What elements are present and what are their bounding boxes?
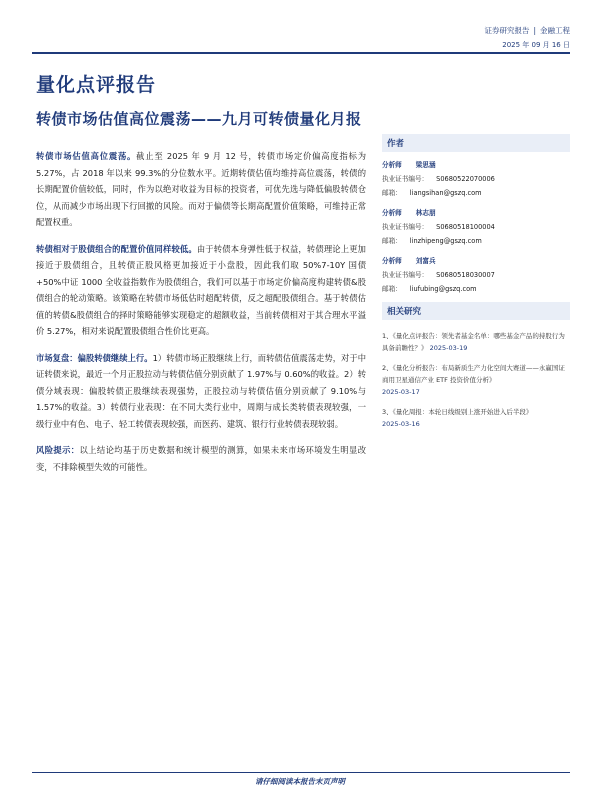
paragraph-text: 以上结论均基于历史数据和统计模型的测算，如果未来市场环境发生明显改变，不排除模型失效的可能性。 <box>36 445 366 472</box>
header-section: 金融工程 <box>540 26 570 35</box>
email-label: 邮箱： <box>382 285 402 293</box>
related-item[interactable] <box>382 330 570 354</box>
paragraph-text: 1）转债市场正股继续上行，而转债估值震荡走势，对于中证转债来说，最近一个月正股拉动与转债估值分别贡献了 1.97%与 0.60%的收益。2）转债分域表现：偏股转债正股继续表现强势，正股拉动与转债估值分别贡献了 9.10%与 1.57%的收益。3）转债行业表现：在不同大类行业中，周期与成长类转债表现较强，一级行业中有色、电子、轻工转债表现较强，而医药、建筑、银行行业转债表现较弱。 <box>36 352 366 429</box>
paragraph-text: 截止至 2025 年 9 月 12 号，转债市场定价偏高度指标为 5.27%，占 2018 年以来 99.3%的分位数水平。近期转债估值均维持高位震荡，转债的长期配置价值较低，同时，作为以绝对收益为目标的投资者，可优先选与降低偏股转债仓位，从而减少市场出现下行回撤的风险。而对于偏债等长期高配置价值策略，可维持正常配置权重。 <box>36 151 366 227</box>
header-rule <box>32 52 570 54</box>
footer-rule <box>32 772 570 773</box>
email-link[interactable]: liangsihan@gszq.com <box>409 189 482 197</box>
cert-number: S0680518100004 <box>436 223 495 231</box>
authors-heading: 作者 <box>382 134 570 152</box>
analyst-card <box>382 158 570 200</box>
paragraph-allocation <box>36 241 366 340</box>
cert-label: 执业证书编号： <box>382 223 429 231</box>
header-category: 证券研究报告 <box>484 26 530 35</box>
analyst-name: 林志朋 <box>415 209 436 217</box>
cert-label: 执业证书编号： <box>382 175 429 183</box>
report-date: 2025 年 09 月 16 日 <box>502 41 570 49</box>
related-title: 1、《量化点评报告：领先者基金名单：哪些基金产品的持股行为具备前瞻性？》 <box>382 332 565 352</box>
cert-label: 执业证书编号： <box>382 271 429 279</box>
analyst-role: 分析师 <box>382 209 402 217</box>
header-separator: | <box>533 26 536 35</box>
report-title: 转债市场估值高位震荡——九月可转债量化月报 <box>36 110 362 128</box>
paragraph-lead: 市场复盘：偏股转债继续上行。 <box>36 352 153 363</box>
analyst-role: 分析师 <box>382 161 402 169</box>
related-item[interactable] <box>382 406 570 430</box>
related-list <box>382 330 570 430</box>
email-label: 邮箱： <box>382 237 402 245</box>
analyst-name: 梁思涵 <box>415 161 436 169</box>
paragraph-review <box>36 350 366 433</box>
cert-number: S0680522070006 <box>436 175 495 183</box>
related-heading: 相关研究 <box>382 302 570 320</box>
paragraph-risk <box>36 442 366 475</box>
analyst-card <box>382 254 570 296</box>
report-type: 量化点评报告 <box>36 74 157 96</box>
paragraph-lead: 转债市场估值高位震荡。 <box>36 151 137 161</box>
related-date: 2025-03-16 <box>382 420 420 428</box>
sidebar <box>382 134 570 438</box>
main-body <box>36 148 366 485</box>
related-date: 2025-03-17 <box>382 388 420 396</box>
email-label: 邮箱： <box>382 189 402 197</box>
analyst-role: 分析师 <box>382 257 402 265</box>
paragraph-lead: 转债相对于股债组合的配置价值同样较低。 <box>36 243 197 254</box>
related-title: 2、《量化分析报告：布局新质生产力化空间大赛道——永赢国证商用卫星通信产业 ETF 投资价值分析》 <box>382 364 565 384</box>
paragraph-text: 由于转债本身弹性低于权益，转债理论上更加接近于股债组合，且转债正股风格更加接近于小盘股，因此我们取 50%7-10Y 国债+50%中证 1000 全收益指数作为股债组合，我们可以基于市场定价偏高度构建转债&股债组合的轮动策略。该策略在转债市场低估时超配转债，反之超配股债组合。基于转债估值的转债&股债组合的择时策略能够实现稳定的超额收益，当前转债相对于其合理水平溢价 5.27%，相对来说配置股债组合性价比更高。 <box>36 243 366 336</box>
paragraph-valuation <box>36 148 366 231</box>
related-title: 3、《量化周报：本轮日线级别上涨开始进入后半段》 <box>382 408 533 416</box>
paragraph-lead: 风险提示： <box>36 445 80 455</box>
email-link[interactable]: liufubing@gszq.com <box>409 285 477 293</box>
footer-disclaimer: 请仔细阅读本报告末页声明 <box>255 777 345 786</box>
related-date: 2025-03-19 <box>429 344 468 352</box>
cert-number: S0680518030007 <box>436 271 495 279</box>
analyst-name: 刘富兵 <box>415 257 436 265</box>
email-link[interactable]: linzhipeng@gszq.com <box>409 237 482 245</box>
related-item[interactable] <box>382 362 570 398</box>
analyst-card <box>382 206 570 248</box>
header-line <box>484 25 570 36</box>
